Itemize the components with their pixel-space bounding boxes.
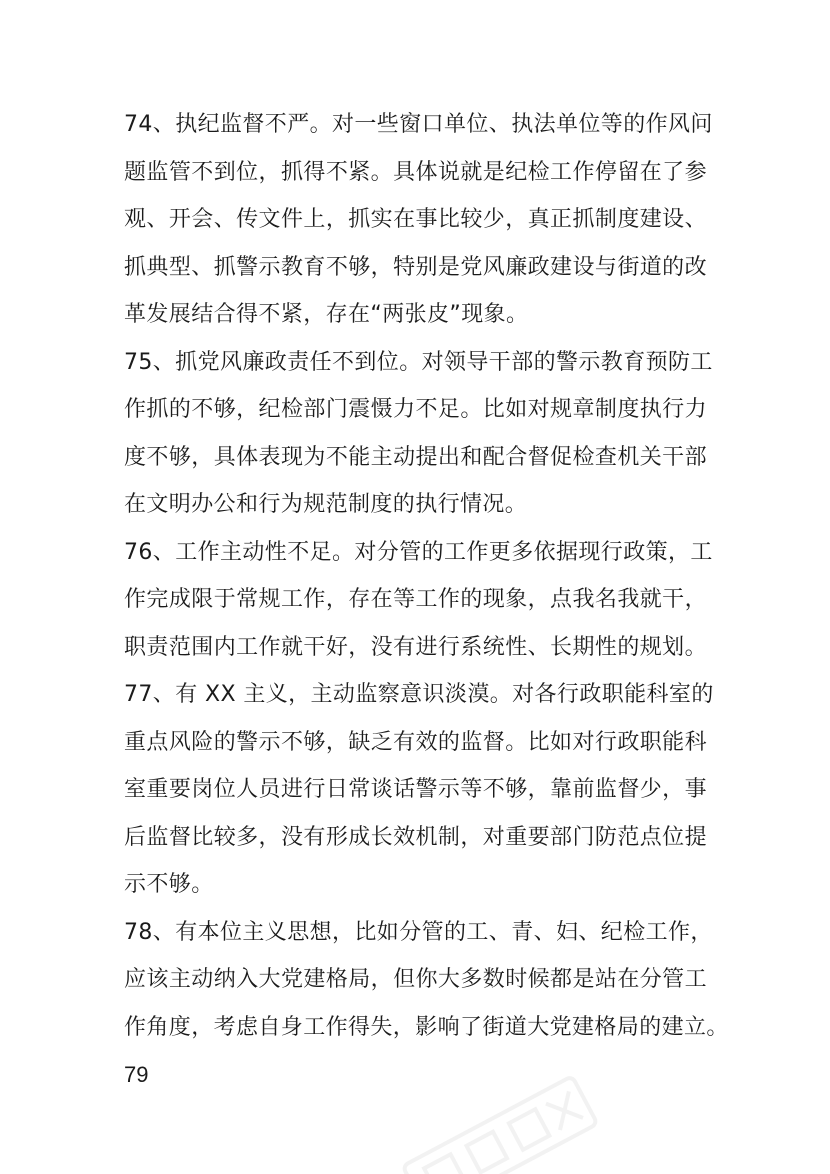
document-body (124, 101, 729, 1099)
text-line: 77、有 XX 主义，主动监察意识淡漠。对各行政职能科室的 (124, 682, 714, 707)
text-line: 76、工作主动性不足。对分管的工作更多依据现行政策，工 (124, 539, 713, 565)
text-line: 抓典型、抓警示教育不够，特别是党风廉政建设与街道的改 (124, 254, 707, 280)
text-line: 观、开会、传文件上，抓实在事比较少，真正抓制度建设、 (124, 207, 707, 232)
text-line: 74、执纪监督不严。对一些窗口单位、执法单位等的作风问 (124, 112, 713, 137)
text-line: 室重要岗位人员进行日常谈话警示等不够，靠前监督少，事 (124, 777, 707, 802)
text-line: 革发展结合得不紧，存在“两张皮”现象。 (124, 302, 529, 327)
text-line: 作抓的不够，纪检部门震慑力不足。比如对规章制度执行力 (124, 397, 707, 422)
next-item-number: 79 (124, 1062, 149, 1087)
text-line: 度不够，具体表现为不能主动提出和配合督促检查机关干部 (124, 444, 707, 470)
text-line: 78、有本位主义思想，比如分管的工、青、妇、纪检工作， (124, 919, 713, 945)
text-line: 题监管不到位，抓得不紧。具体说就是纪检工作停留在了参 (124, 159, 707, 185)
text-line: 重点风险的警示不够，缺乏有效的监督。比如对行政职能科 (124, 729, 707, 755)
item-76 (124, 529, 713, 672)
text-line: 应该主动纳入大党建格局，但你大多数时候都是站在分管工 (124, 967, 707, 992)
item-77 (124, 671, 714, 909)
text-line: 在文明办公和行为规范制度的执行情况。 (124, 492, 528, 517)
text-line: 职责范围内工作就干好，没有进行系统性、长期性的规划。 (124, 634, 707, 660)
item-75 (124, 339, 713, 529)
text-line: 示不够。 (124, 872, 214, 897)
text-line: 作完成限于常规工作，存在等工作的现象，点我名我就干， (124, 587, 707, 612)
item-74 (124, 101, 713, 339)
text-line: 75、抓党风廉政责任不到位。对领导干部的警示教育预防工 (124, 349, 713, 375)
text-line: 后监督比较多，没有形成长效机制，对重要部门防范点位提 (124, 824, 707, 850)
item-78 (124, 909, 729, 1052)
text-line: 作角度，考虑自身工作得失，影响了街道大党建格局的建立。 (124, 1014, 729, 1040)
